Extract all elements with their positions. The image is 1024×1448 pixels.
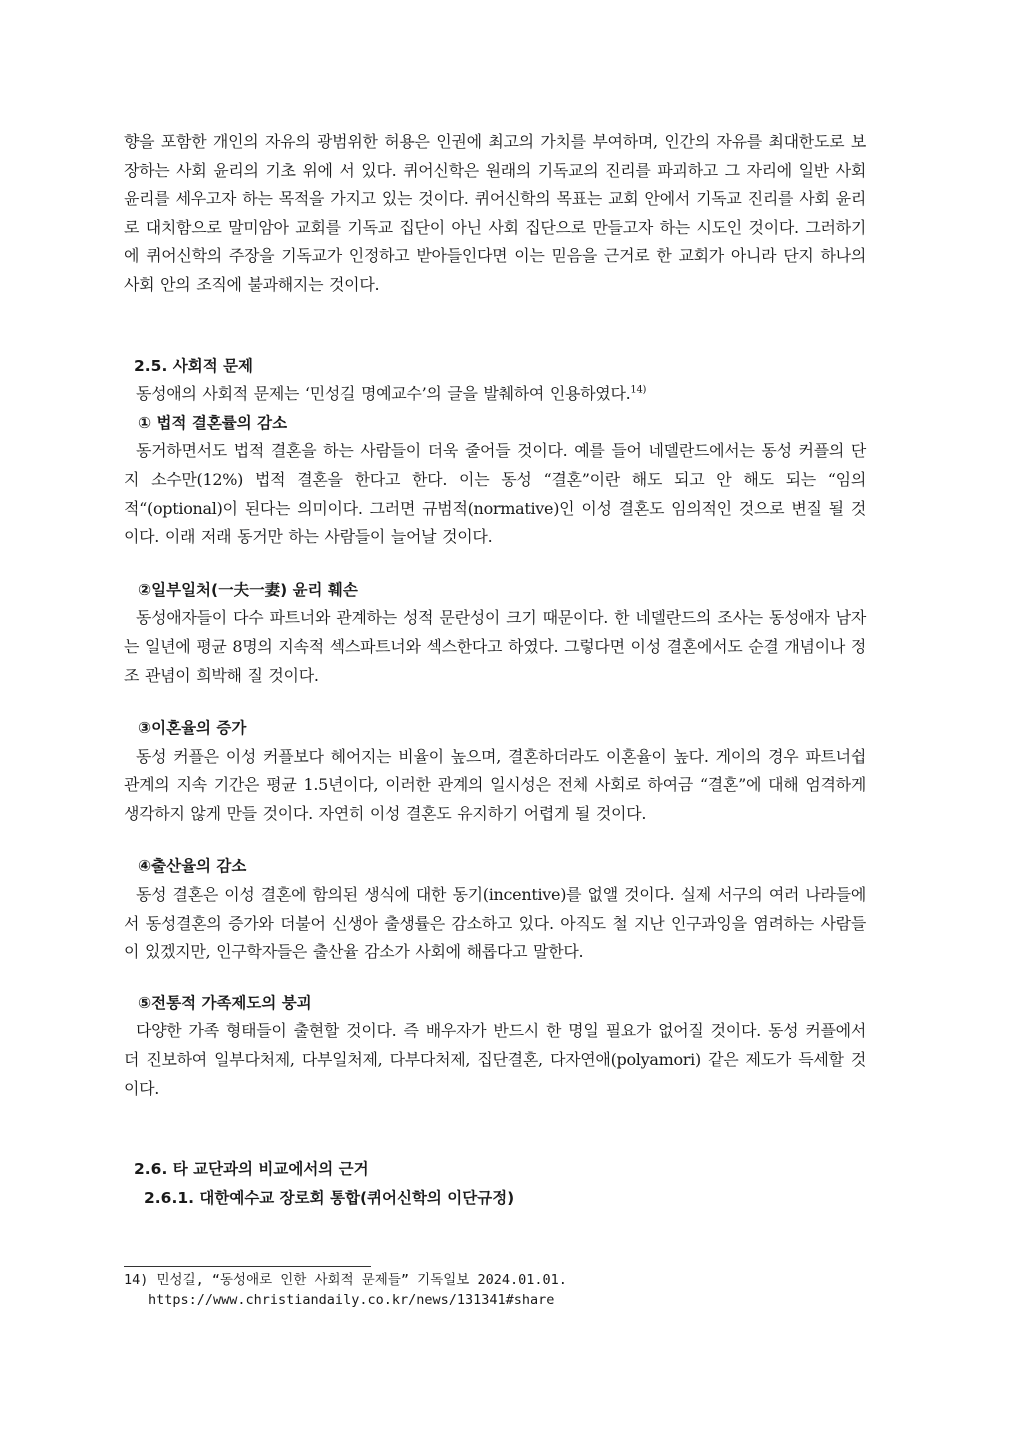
item-heading-5: ⑤전통적 가족제도의 붕괴	[138, 993, 312, 1012]
footnote-divider	[124, 1266, 371, 1267]
footnote-url-link[interactable]: https://www.christiandaily.co.kr/news/131341#share	[148, 1292, 555, 1308]
section-2-5-intro	[124, 380, 866, 409]
spacer	[124, 1103, 866, 1155]
item-heading-1: ① 법적 결혼률의 감소	[138, 413, 288, 432]
section-2-5-intro-text: 동성애의 사회적 문제는 ‘민성길 명예교수’의 글을 발췌하여 인용하였다.	[136, 384, 631, 404]
item-body-1: 동거하면서도 법적 결혼을 하는 사람들이 더욱 줄어들 것이다. 예를 들어 네델란드에서는 동성 커플의 단지 소수만(12%) 법적 결혼을 한다고 한다. 이는 동성 “결혼”이란 해도 되고 안 해도 되는 “임의적“(optional)이 된다는 의미이다. 그러면 규범적(normative)인 이성 결혼도 임의적인 것으로 변질 될 것이다. 이래 저래 동거만 하는 사람들이 늘어날 것이다.	[124, 441, 866, 547]
spacer	[124, 552, 866, 576]
item-body-4: 동성 결혼은 이성 결혼에 함의된 생식에 대한 동기(incentive)를 없앨 것이다. 실제 서구의 여러 나라들에서 동성결혼의 증가와 더불어 신생아 출생률은 감소하고 있다. 아직도 철 지난 인구과잉을 염려하는 사람들이 있겠지만, 인구학자들은 출산율 감소가 사회에 해롭다고 말한다.	[124, 885, 866, 962]
subsection-heading-2-6-1: 2.6.1. 대한예수교 장로회 통합(퀴어신학의 이단규정)	[144, 1188, 515, 1207]
item-heading-4: ④출산율의 감소	[138, 857, 247, 876]
footnote-14	[124, 1270, 866, 1310]
spacer	[124, 690, 866, 714]
item-body-3: 동성 커플은 이성 커플보다 헤어지는 비율이 높으며, 결혼하더라도 이혼율이 높다. 게이의 경우 파트너쉽 관계의 지속 기간은 평균 1.5년이다, 이러한 관계의 일시성은 전체 사회로 하여금 “결혼”에 대해 엄격하게 생각하지 않게 만들 것이다. 자연히 이성 결혼도 유지하기 어렵게 될 것이다.	[124, 746, 866, 823]
item-heading-3: ③이혼율의 증가	[138, 719, 247, 738]
item-body-5: 다양한 가족 형태들이 출현할 것이다. 즉 배우자가 반드시 한 명일 필요가 없어질 것이다. 동성 커플에서 더 진보하여 일부다처제, 다부일처제, 다부다처제, 집단결혼, 다자연애(polyamori) 같은 제도가 득세할 것이다.	[124, 1021, 866, 1098]
section-heading-2-6: 2.6. 타 교단과의 비교에서의 근거	[134, 1160, 369, 1179]
document-page	[124, 128, 866, 1212]
section-heading-2-5: 2.5. 사회적 문제	[134, 356, 254, 375]
spacer	[124, 300, 866, 352]
item-body-2: 동성애자들이 다수 파트너와 관계하는 성적 문란성이 크기 때문이다. 한 네델란드의 조사는 동성애자 남자는 일년에 평균 8명의 지속적 섹스파트너와 섹스한다고 하였다. 그렇다면 이성 결혼에서도 순결 개념이나 정조 관념이 희박해 질 것이다.	[124, 608, 866, 685]
intro-paragraph: 향을 포함한 개인의 자유의 광범위한 허용은 인권에 최고의 가치를 부여하며, 인간의 자유를 최대한도로 보장하는 사회 윤리의 기초 위에 서 있다. 퀴어신학은 원래의 기독교의 진리를 파괴하고 그 자리에 일반 사회 윤리를 세우고자 하는 목적을 가지고 있는 것이다. 퀴어신학의 목표는 교회 안에서 기독교 진리를 사회 윤리로 대치함으로 말미암아 교회를 기독교 집단이 아닌 사회 집단으로 만들고자 하는 시도인 것이다. 그러하기에 퀴어신학의 주장을 기독교가 인정하고 받아들인다면 이는 믿음을 근거로 한 교회가 아니라 단지 하나의 사회 안의 조직에 불과해지는 것이다.	[124, 132, 866, 294]
item-heading-2: ②일부일처(一夫一妻) 윤리 훼손	[138, 580, 358, 599]
spacer	[124, 828, 866, 852]
footnote-citation: 14) 민성길, “동성애로 인한 사회적 문제들” 기독일보 2024.01.01.	[124, 1272, 567, 1288]
spacer	[124, 967, 866, 989]
footnote-reference[interactable]: 14)	[630, 384, 647, 396]
